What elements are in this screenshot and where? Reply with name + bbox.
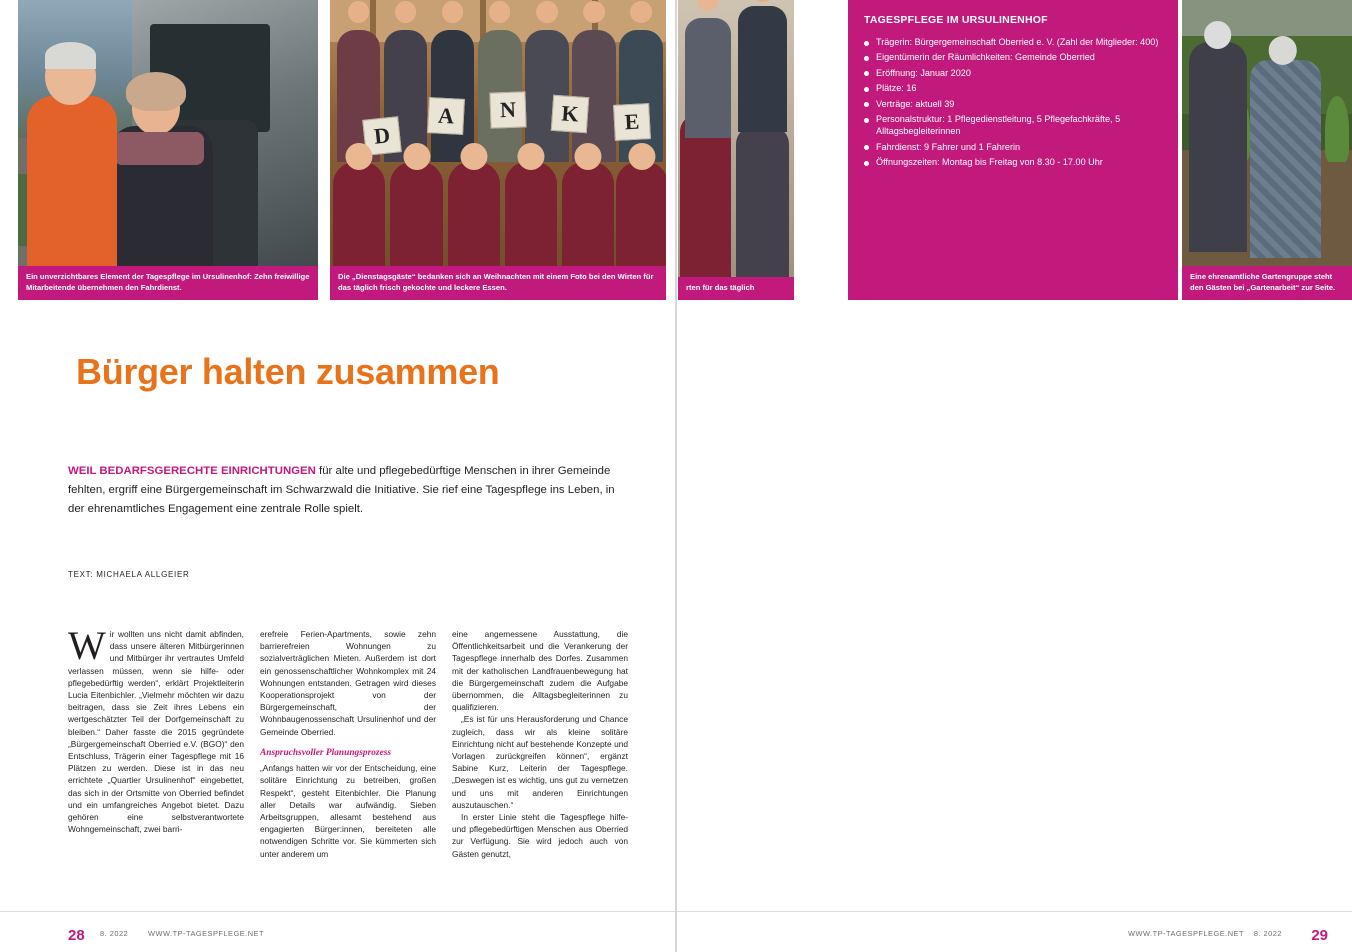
footer-rule xyxy=(676,911,1352,912)
photo-caption-fahrdienst: Ein unverzichtbares Element der Tagespflege im Ursulinenhof: Zehn freiwillige Mitarbeitende übernehmen den Fahrdienst. xyxy=(18,266,318,300)
footer-url-left: WWW.TP-TAGESPFLEGE.NET xyxy=(148,929,264,938)
photo-band-right xyxy=(676,0,1352,300)
paragraph xyxy=(452,713,628,811)
photo-gruppe-crop xyxy=(678,0,794,300)
body-column-1 xyxy=(68,623,244,835)
infobox-title: TAGESPFLEGE IM URSULINENHOF xyxy=(864,14,1048,26)
footer-url-right: WWW.TP-TAGESPFLEGE.NET xyxy=(1128,929,1244,938)
footer-rule xyxy=(0,911,676,912)
paragraph-text: ir wollten uns nicht damit abfinden, dass unsere älteren Mitbürgerinnen und Mitbürger ihr vertrautes Umfeld verlassen müssen, wenn sie hilfe- oder pflegebedürftig werden“, erklärt Projektleiterin Lucia Eitenbichler. „Vielmehr möchten wir dazu beitragen, dass sie Zeit ihres Lebens ein wertgeschätzter Teil der Dorfgemeinschaft zu bleiben.“ Daher fasste die 2015 gegründete „Bürgergemeinschaft Oberried e.V. (BGO)“ den Entschluss, Trägerin einer Tagespflege mit 16 Plätzen zu werden. Diese ist in das neu errichtete „Quartier Ursulinenhof“ eingebettet, das sich in der Ortsmitte von Oberried befindet und ein umfangreiches Angebot bietet. Dazu gehören eine selbstverantwortete Wohngemeinschaft, zwei barri- xyxy=(68,629,244,835)
photo-danke-gruppe xyxy=(330,0,666,300)
paragraph-text: In erster Linie steht die Tagespflege hilfe- und pflegebedürftigen Menschen aus Oberried zur Verfügung. Sie wird jedoch auch von Gästen genutzt, xyxy=(452,812,628,859)
infobox-item: Personalstruktur: 1 Pflegedienstleitung, 5 Pflegefachkräfte, 5 Alltagsbegleiterinnen xyxy=(864,113,1162,138)
photo-danke-art: D A N K E xyxy=(330,0,666,300)
page-right xyxy=(676,0,1352,952)
infobox-item: Öffnungszeiten: Montag bis Freitag von 8.30 - 17.00 Uhr xyxy=(864,156,1162,168)
photo-gruppe-art xyxy=(678,0,794,300)
lead-paragraph xyxy=(68,462,628,519)
photo-band-left xyxy=(0,0,676,300)
folio-left: 28 xyxy=(68,927,85,944)
paragraph xyxy=(452,628,628,713)
footer-issue-right: 8. 2022 xyxy=(1253,929,1282,938)
paragraph-text: erefreie Ferien-Apartments, sowie zehn barrierefreien Wohnungen zu sozialverträglichen Mieten. Außerdem ist dort ein genossenschaftlicher Wohnkomplex mit 24 Wohnungen entstanden. Getragen wird dieses Kooperationsprojekt von der Bürgergemeinschaft, der Wohnbaugenossenschaft Ursulinenhof und der Gemeinde Oberried. xyxy=(260,629,436,737)
paragraph-text: eine angemessene Ausstattung, die Öffentlichkeitsarbeit und die Verankerung der Tagespflege innerhalb des Dorfes. Zusammen mit der katholischen Landfrauenbewegung hat die Bürgergemeinschaft zudem die Aufgabe übernommen, die Alltagsbegleiterinnen zu qualifizieren. xyxy=(452,629,628,713)
photo-gartengruppe xyxy=(1182,0,1352,300)
photo-caption-danke: Die „Dienstagsgäste“ bedanken sich an Weihnachten mit einem Foto bei den Wirten für das täglich frisch gekochte und leckere Essen. xyxy=(330,266,666,300)
paragraph-text: „Anfangs hatten wir vor der Entscheidung, eine solitäre Einrichtung zu betreiben, großen Respekt“, gesteht Eitenbichler. Die Planung aller Details war aufwändig. Sieben Arbeitsgruppen, allesamt bestehend aus engagierten Bürger:innen, bereiteten alle notwendigen Schritte vor. Sie kümmerten sich unter anderem um xyxy=(260,763,436,859)
infobox-item: Verträge: aktuell 39 xyxy=(864,98,1162,110)
paragraph xyxy=(452,811,628,860)
byline: TEXT: MICHAELA ALLGEIER xyxy=(68,570,190,579)
infobox-item: Eröffnung: Januar 2020 xyxy=(864,67,1162,79)
photo-gartengruppe-art xyxy=(1182,0,1352,300)
lead-text: für alte und pflegebedürftige Menschen in ihrer Gemeinde fehlten, ergriff eine Bürgergemeinschaft im Schwarzwald die Initiative. Sie rief eine Tagespflege ins Leben, in der ehrenamtliches Engagement eine zentrale Rolle spielt. xyxy=(68,465,615,515)
photo-fahrdienst xyxy=(18,0,318,300)
infobox-tagespflege xyxy=(848,0,1178,300)
footer-issue-left: 8. 2022 xyxy=(100,929,129,938)
paragraph-text: „Es ist für uns Herausforderung und Chance zugleich, dass wir als kleine solitäre Einrichtung nicht auf bestehende Konzepte und Vorlagen zurückgreifen können“, ergänzt Sabine Kurz, Leiterin der Tagespflege. „Deswegen ist es wichtig, uns gut zu vernetzen und uns mit anderen Einrichtungen auszutauschen.“ xyxy=(452,714,628,810)
drop-cap: W xyxy=(68,623,106,668)
subheading: Anspruchsvoller Planungsprozess xyxy=(260,747,392,758)
body-column-2 xyxy=(260,628,436,860)
photo-caption-garten: Eine ehrenamtliche Gartengruppe steht den Gästen bei „Gartenarbeit“ zur Seite. xyxy=(1182,266,1352,300)
photo-caption-crop: rten für das täglich xyxy=(678,277,794,301)
page-gutter xyxy=(675,0,677,952)
paragraph xyxy=(260,762,436,860)
infobox-item: Eigentümerin der Räumlichkeiten: Gemeinde Oberried xyxy=(864,51,1162,63)
page-title: Bürger halten zusammen xyxy=(76,351,500,392)
paragraph xyxy=(68,623,244,835)
infobox-item: Fahrdienst: 9 Fahrer und 1 Fahrerin xyxy=(864,141,1162,153)
body-column-3 xyxy=(452,628,628,860)
infobox-item: Plätze: 16 xyxy=(864,82,1162,94)
photo-fahrdienst-art xyxy=(18,0,318,300)
infobox-list xyxy=(864,36,1162,169)
folio-right: 29 xyxy=(1311,927,1328,944)
lead-highlight: WEIL BEDARFSGERECHTE EINRICHTUNGEN xyxy=(68,465,316,477)
paragraph xyxy=(260,628,436,738)
infobox-item: Trägerin: Bürgergemeinschaft Oberried e. V. (Zahl der Mitglieder: 400) xyxy=(864,36,1162,48)
